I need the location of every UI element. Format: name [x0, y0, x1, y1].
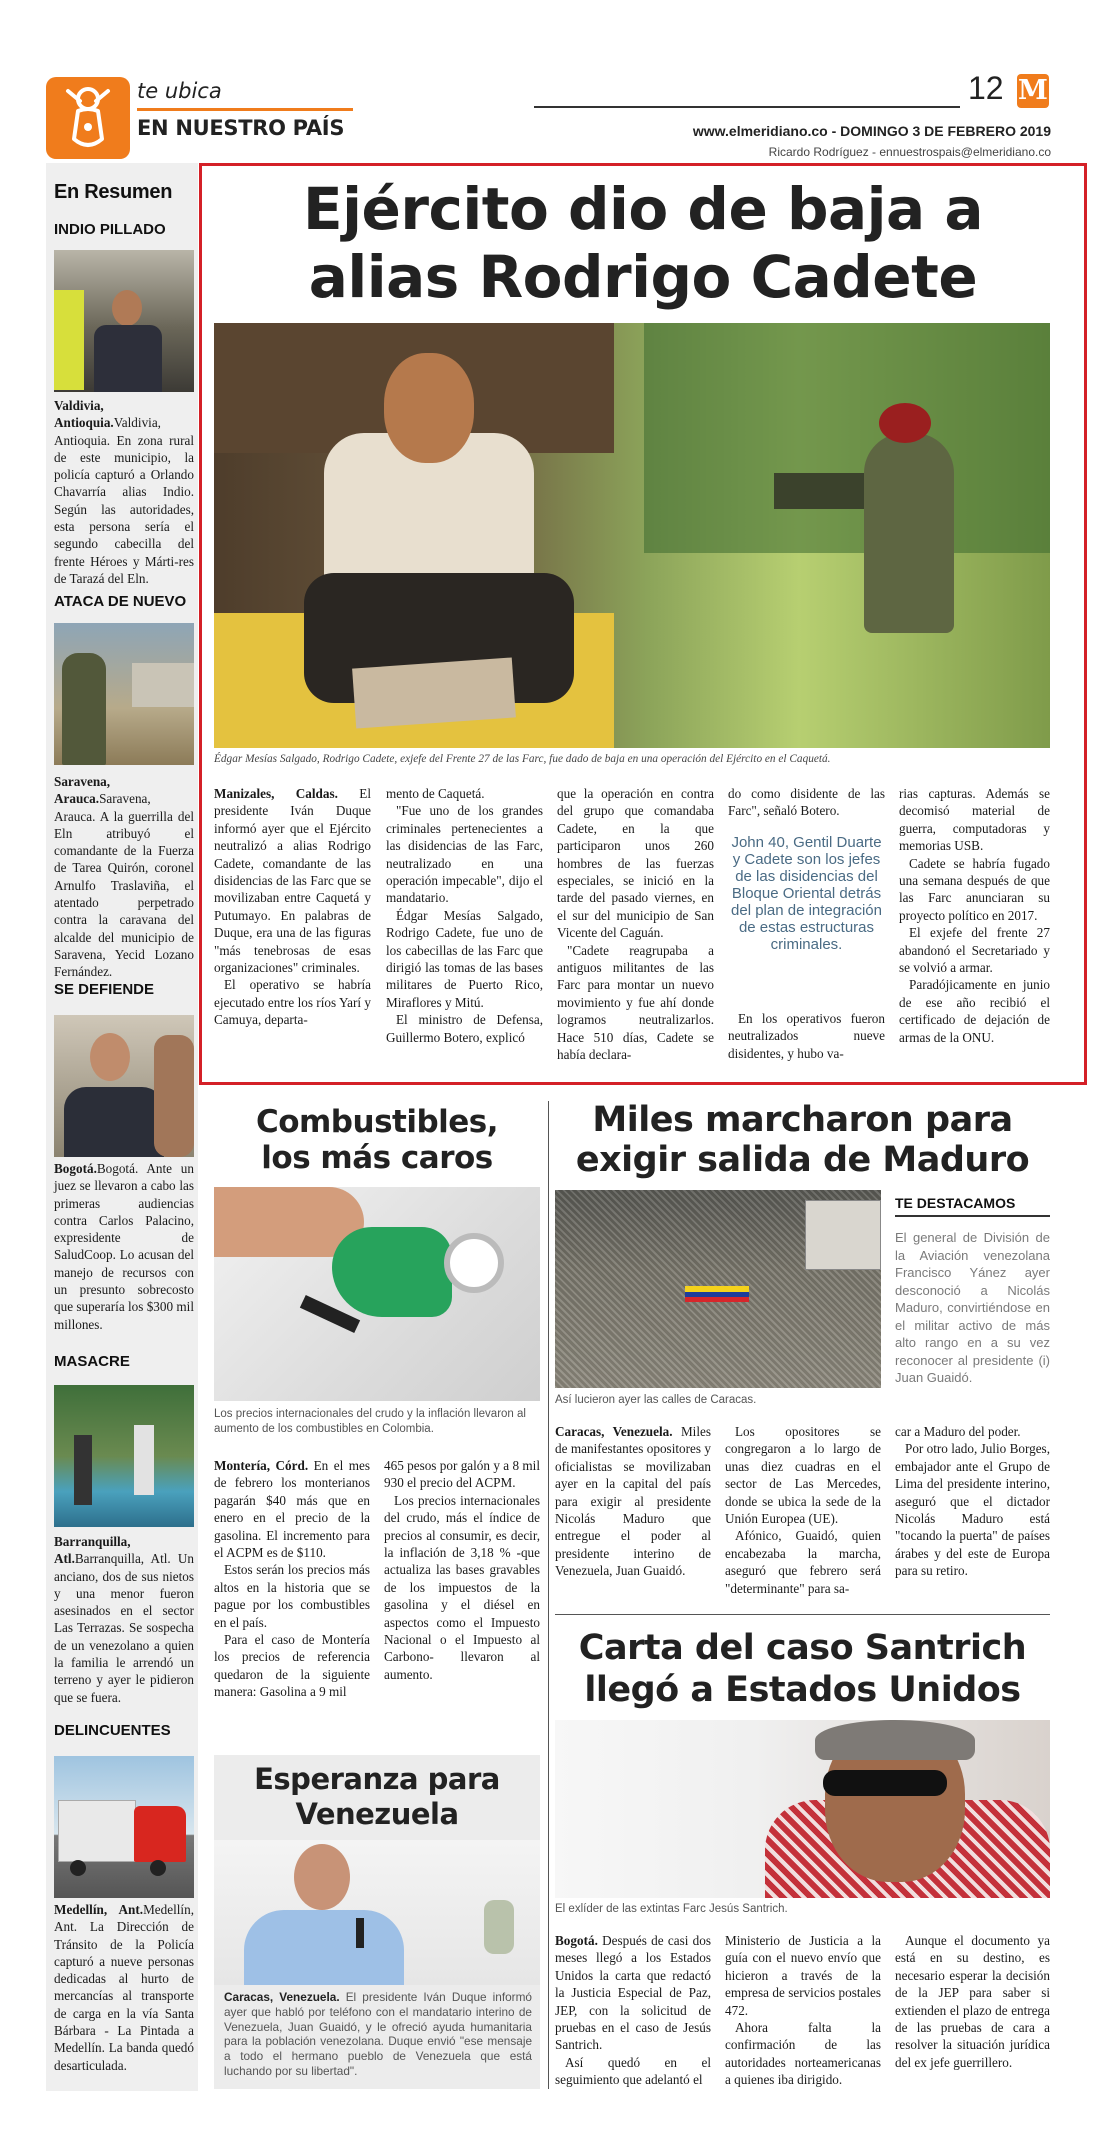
- sidebar-text: [54, 1160, 194, 1333]
- hope-headline: [214, 1762, 540, 1832]
- hope-dateline: Caracas, Venezuela.: [224, 1990, 340, 2004]
- fuel-text: En el mes de febrero los monterianos pagarán $40 más que en enero en el precio de la gasolina. El incremento para el ACPM es de $110.: [214, 1458, 370, 1561]
- fuel-photo: [214, 1187, 540, 1401]
- lead-text: que la operación en contra del grupo que comandaba Cadete, en la que participaron unos 260 hombres de las fuerzas especiales, se inició en la tarde del pasado viernes, en el sur del municipio de San Vicente del Caguán.: [557, 786, 714, 941]
- lead-headline: [202, 175, 1084, 311]
- fuel-text: Estos serán los precios más altos en la historia que se pague por los combustibles en el país.: [214, 1562, 370, 1630]
- brand-logo: [1017, 74, 1049, 108]
- lead-text: mento de Caquetá.: [386, 786, 485, 801]
- lead-photo: [214, 323, 1050, 748]
- fuel-text: 465 pesos por galón y a 8 mil 930 el precio del ACPM.: [384, 1458, 540, 1491]
- santrich-column: [725, 1932, 881, 2089]
- santrich-text: Después de casi dos meses llegó a los Estados Unidos la carta que redactó la Justicia Especial de Paz, JEP, con la solicitud de pruebas en el caso de Jesús Santrich.: [555, 1933, 711, 2053]
- hope-text: [224, 1990, 532, 2079]
- sidebar-heading: DELINCUENTES: [54, 1722, 171, 1739]
- sidebar-dateline: Barranquilla, Atl.: [54, 1534, 131, 1567]
- sidebar-text: [54, 773, 194, 981]
- hope-photo: [214, 1840, 540, 1985]
- lead-text: El operativo se habría ejecutado entre los ríos Yarí y Camuya, departa-: [214, 977, 371, 1028]
- fuel-headline-line: Combustibles,: [255, 1104, 499, 1140]
- lead-text: En los operativos fueron neutralizados nueve disidentes, y hubo va-: [728, 1011, 885, 1061]
- santrich-text: Aunque el documento ya está en su destino, es necesario esperar la decisión de la JEP para saber si extienden el plazo de entrega de las pruebas de cara a resolver la situación jurídica del ex jefe guerrillero.: [895, 1933, 1050, 2070]
- lead-column: [728, 1010, 885, 1062]
- column-divider: [548, 1101, 549, 2089]
- sidebar-photo-indio: [54, 250, 194, 392]
- lead-text: El presidente Iván Duque informó ayer que el Ejército neutralizó a alias Rodrigo Cadete, comandante de las disidencias de las Farc que se movilizaban entre Caquetá y Putumayo. En palabras de Duque, era una de las figuras "más tenebrosas de esas organizaciones" criminales.: [214, 786, 371, 976]
- sidebar-text: [54, 1901, 194, 2074]
- fuel-column: [214, 1457, 370, 1701]
- santrich-headline: [555, 1627, 1050, 1711]
- march-photo: [555, 1190, 881, 1388]
- march-dateline: Caracas, Venezuela.: [555, 1424, 673, 1439]
- sidebar-photo-palacino: [54, 1015, 194, 1157]
- section-prefix: te ubica: [137, 79, 222, 103]
- santrich-column: [895, 1932, 1050, 2071]
- santrich-headline-line: llegó a Estados Unidos: [584, 1670, 1021, 1710]
- sidebar-heading: MASACRE: [54, 1353, 130, 1370]
- sidebar-text: [54, 397, 194, 587]
- lead-text: Édgar Mesías Salgado, Rodrigo Cadete, fue uno de los cabecillas de las Farc que dirigió las tomas de las bases militares de Puerto Rico, Miraflores y Mitú.: [386, 907, 543, 1010]
- march-headline-line: exigir salida de Maduro: [575, 1140, 1030, 1180]
- lead-column: [557, 785, 714, 1064]
- santrich-text: Así quedó en el seguimiento que adelantó el: [555, 2054, 711, 2088]
- lead-text: "Fue uno de los grandes criminales pertenecientes a las disidencias de las Farc, neutralizado en una operación impecable", dijo el mandatario.: [386, 803, 543, 906]
- section-logo: [46, 77, 130, 159]
- hope-headline-line: Venezuela: [295, 1797, 459, 1831]
- march-headline: [555, 1100, 1050, 1180]
- sidebar-body: Medellín, Ant. La Dirección de Tránsito de la Policía capturó a nueve personas dedicadas al hurto de mercancías al transporte de carga en la vía Santa Bárbara - La Pintada a Medellín. La banda quedó desarticulada.: [54, 1902, 194, 2073]
- highlight-box-rule: [895, 1215, 1050, 1217]
- fuel-text: Para el caso de Montería los precios de referencia quedaron de la siguiente manera: Gasolina a 9 mil: [214, 1632, 370, 1700]
- santrich-photo: [555, 1720, 1050, 1898]
- pull-quote: John 40, Gentil Duarte y Cadete son los jefes de las disidencias del Bloque Oriental detrás del plan de integración de estas estructuras criminales.: [731, 834, 882, 953]
- sidebar-text: [54, 1533, 194, 1706]
- sidebar-body: Bogotá. Ante un juez se llevaron a cabo las primeras audiencias contra Carlos Palacino, expresidente de SaludCoop. Lo acusan del manejo de recursos con un presunto sobrecosto que superaría los $300 mil millones.: [54, 1161, 194, 1332]
- march-caption: Así lucieron ayer las calles de Caracas.: [555, 1394, 757, 1406]
- lead-caption: Édgar Mesías Salgado, Rodrigo Cadete, exjefe del Frente 27 de las Farc, fue dado de baja en una operación del Ejército en el Caquetá.: [214, 753, 831, 765]
- lead-text: Cadete se habría fugado una semana después de que las Farc anunciaran su proyecto político en 2017.: [899, 855, 1050, 923]
- mascot-icon: [46, 77, 130, 159]
- fuel-caption: Los precios internacionales del crudo y la inflación llevaron al aumento de los combustibles en Colombia.: [214, 1408, 526, 1435]
- fuel-headline-line: los más caros: [261, 1140, 493, 1176]
- sidebar-photo-truck: [54, 1756, 194, 1898]
- lead-headline-line: alias Rodrigo Cadete: [308, 243, 978, 311]
- sidebar-heading: SE DEFIENDE: [54, 981, 155, 998]
- santrich-text: Ministerio de Justicia a la guía con el nuevo envío que hicieron a través de la empresa de servicios postales 472.: [725, 1933, 881, 2018]
- santrich-caption: El exlíder de las extintas Farc Jesús Santrich.: [555, 1903, 788, 1915]
- sidebar-heading: INDIO PILLADO: [54, 221, 166, 238]
- lead-column: [386, 785, 543, 1046]
- lead-dateline: Manizales, Caldas.: [214, 786, 338, 801]
- section-underline: [137, 108, 353, 111]
- section-title: EN NUESTRO PAÍS: [137, 116, 345, 140]
- masthead-rule: [534, 106, 960, 108]
- lead-column: [899, 785, 1050, 1046]
- highlight-box-text: El general de División de la Aviación venezolana Francisco Yánez ayer desconoció a Nicolás Maduro, convirtiéndose en el militar activo de más alto rango en a su vez reconocer al presidente (i) Juan Guaidó.: [895, 1230, 1050, 1385]
- hope-headline-line: Esperanza para: [254, 1762, 500, 1796]
- lead-column: [728, 785, 885, 820]
- lead-headline-line: Ejército dio de baja a: [303, 175, 983, 243]
- sidebar-photo-attack: [54, 623, 194, 765]
- lead-column: [214, 785, 371, 1029]
- section-rule: [555, 1614, 1050, 1615]
- santrich-dateline: Bogotá.: [555, 1933, 598, 1948]
- santrich-text: Ahora falta la confirmación de las autoridades norteamericanas a quienes iba dirigido.: [725, 2020, 881, 2088]
- santrich-headline-line: Carta del caso Santrich: [578, 1628, 1027, 1668]
- byline: Ricardo Rodríguez - ennuestrospais@elmeridiano.co: [768, 145, 1051, 159]
- sidebar-dateline: Valdivia, Antioquia.: [54, 398, 114, 431]
- lead-text: El ministro de Defensa, Guillermo Botero, explicó: [386, 1012, 543, 1045]
- march-text: Los opositores se congregaron a lo largo de unas diez cuadras en el sector de Las Mercedes, donde se ubica la sede de la Unión Europea (UE).: [725, 1424, 881, 1527]
- sidebar-photo-massacre: [54, 1385, 194, 1527]
- march-column: [725, 1423, 881, 1597]
- sidebar-heading: ATACA DE NUEVO: [54, 593, 187, 610]
- sidebar-dateline: Bogotá.: [54, 1161, 97, 1176]
- lead-text: rias capturas. Además se decomisó material de guerra, computadoras y memorias USB.: [899, 786, 1050, 854]
- sidebar-dateline: Saravena, Arauca.: [54, 774, 111, 807]
- fuel-text: Los precios internacionales del crudo, más el índice de precios al consumir, es decir, la inflación de 3,18 % -que actualiza las bases gravables de los impuestos de la gasolina y el diésel en aspectos como el Impuesto Nacional o el Impuesto al Carbono- llevaron al aumento.: [384, 1492, 540, 1682]
- lead-text: El exjefe del frente 27 abandonó el Secretariado y se volvió a armar.: [899, 925, 1050, 976]
- march-headline-line: Miles marcharon para: [592, 1100, 1013, 1140]
- highlight-box-title: TE DESTACAMOS: [895, 1195, 1016, 1211]
- march-text: car a Maduro del poder.: [895, 1424, 1021, 1439]
- hope-body: El presidente Iván Duque informó ayer que habló por teléfono con el mandatario interino de Venezuela, Juan Guaidó, y le ofreció ayuda humanitaria para la población venezolana. Duque envió "ese mensaje a todo el hermano pueblo de Venezuela que está luchando por su libertad".: [224, 1990, 532, 2078]
- page-number: 12: [968, 70, 1004, 106]
- santrich-column: [555, 1932, 711, 2089]
- march-text: Afónico, Guaidó, quien encabezaba la marcha, aseguró que febrero será "determinante" para sa-: [725, 1528, 881, 1596]
- fuel-headline: [214, 1104, 540, 1176]
- sidebar-dateline: Medellín, Ant.: [54, 1902, 144, 1917]
- site-date: www.elmeridiano.co - DOMINGO 3 DE FEBRERO 2019: [692, 123, 1051, 139]
- lead-text: "Cadete reagrupaba a antiguos militantes de las Farc para montar un nuevo movimiento y fue ahí donde logramos neutralizarlos. Hace 510 días, Cadete se había declara-: [557, 942, 714, 1063]
- sidebar-title: En Resumen: [54, 181, 173, 203]
- fuel-column: [384, 1457, 540, 1683]
- brand-logo-letter: M: [1018, 75, 1048, 106]
- fuel-dateline: Montería, Córd.: [214, 1458, 309, 1473]
- march-text: Miles de manifestantes opositores y oficialistas se movilizaban ayer en la capital del país para exigir al presidente Nicolás Maduro que entregue el poder al presidente interino de Venezuela, Juan Guaidó.: [555, 1424, 711, 1579]
- march-column: [555, 1423, 711, 1580]
- march-text: Por otro lado, Julio Borges, embajador ante el Grupo de Lima del presidente interino, aseguró que el dictador Nicolás Maduro está "tocando la puerta" de países árabes y del este de Europa para su retiro.: [895, 1441, 1050, 1579]
- sidebar-body: Valdivia, Antioquia. En zona rural de este municipio, la policía capturó a Orlando Chavarría alias Indio. Según las autoridades, esta persona sería el segundo cabecilla del frente Héroes y Márti-res de Tarazá del Eln.: [54, 415, 194, 586]
- sidebar-body: Barranquilla, Atl. Un anciano, dos de sus nietos y una menor fueron asesinados en el sector Las Terrazas. Se sospecha de un venezolano a quien la familia le arrendó un terreno y ayer le pidieron que se fuera.: [54, 1551, 194, 1705]
- march-column: [895, 1423, 1050, 1580]
- lead-text: Paradójicamente en junio de ese año recibió el certificado de dejación de armas de la ONU.: [899, 977, 1050, 1045]
- sidebar-body: Saravena, Arauca. A la guerrilla del Eln atribuyó el comandante de la Fuerza de Tarea Quirón, coronel Arnulfo Traslaviña, el atentado perpetrado contra la caravana del alcalde del municipio de Saravena, Yecid Lozano Fernández.: [54, 791, 194, 980]
- lead-text: do como disidente de las Farc", señaló Botero.: [728, 786, 885, 819]
